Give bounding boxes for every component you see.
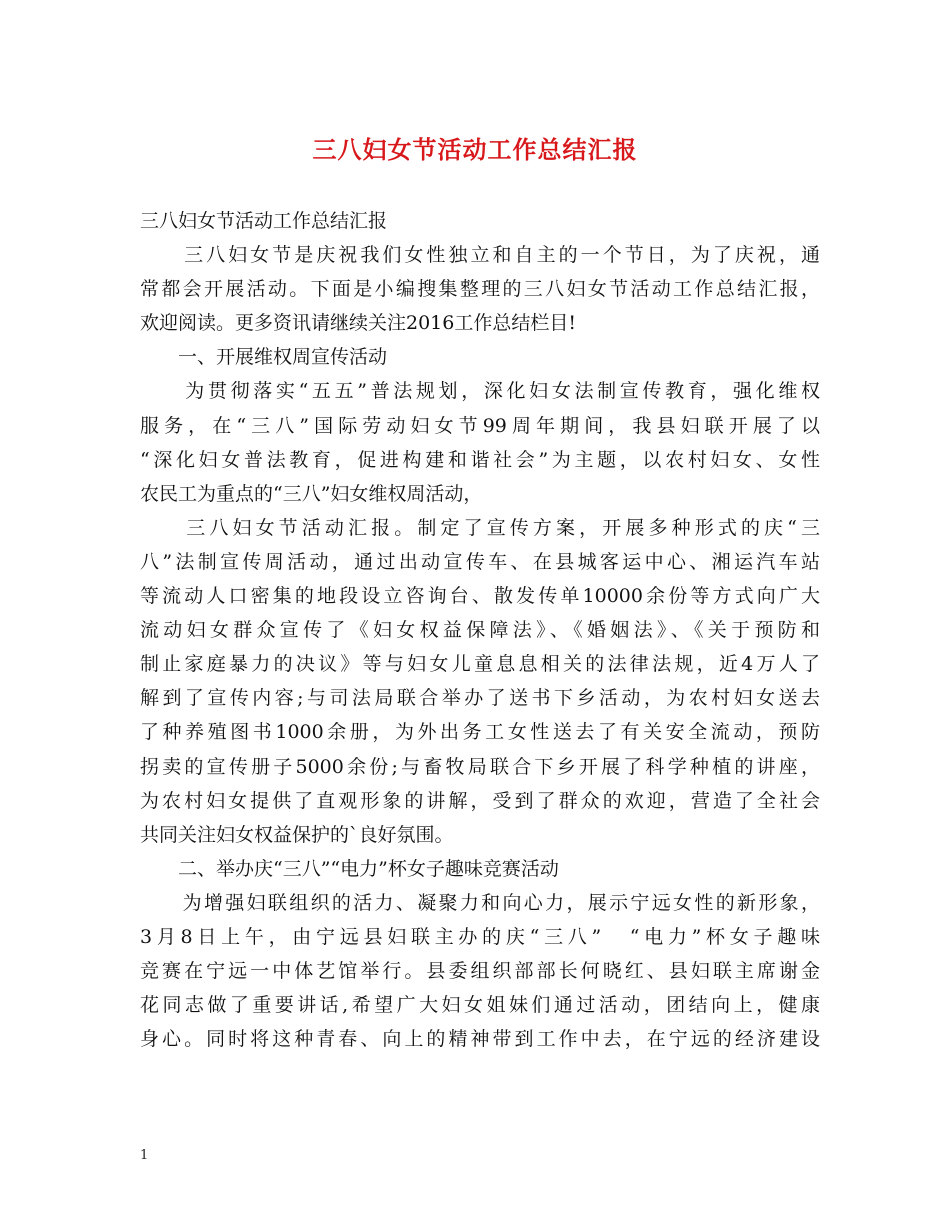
text-line: 三八妇女节是庆祝我们女性独立和自主的一个节日，为了庆祝，通 (140, 244, 820, 267)
text-line: 为贯彻落实“五五”普法规划，深化妇女法制宣传教育，强化维权 (140, 380, 820, 403)
text-line: 等流动人口密集的地段设立咨询台、散发传单10000余份等方式向广大 (140, 585, 820, 608)
text-line: 服务，在“三八”国际劳动妇女节99周年期间，我县妇联开展了以 (140, 414, 820, 437)
text-line: 制止家庭暴力的决议》等与妇女儿童息息相关的法律法规，近4万人了 (140, 653, 820, 676)
text-line: 三八妇女节活动汇报。制定了宣传方案，开展多种形式的庆“三 (140, 516, 820, 539)
document-title: 三八妇女节活动工作总结汇报 (312, 135, 638, 164)
text-line: 身心。同时将这种青春、向上的精神带到工作中去，在宁远的经济建设 (140, 1028, 820, 1051)
text-line: 农民工为重点的“三八”妇女维权周活动， (140, 482, 483, 505)
text-line: 了种养殖图书1000余册，为外出务工女性送去了有关安全流动，预防 (140, 721, 820, 744)
text-line: 一、开展维权周宣传活动 (140, 346, 388, 369)
page-number: 1 (140, 1148, 149, 1163)
text-line: 解到了宣传内容;与司法局联合举办了送书下乡活动，为农村妇女送去 (140, 687, 820, 710)
text-line: “深化妇女普法教育，促进构建和谐社会”为主题，以农村妇女、女性 (140, 448, 820, 471)
text-line: 三八妇女节活动工作总结汇报 (140, 210, 388, 232)
document-body (140, 204, 820, 1056)
text-line: 拐卖的宣传册子5000余份;与畜牧局联合下乡开展了科学种植的讲座， (140, 755, 820, 778)
text-line: 为农村妇女提供了直观形象的讲解，受到了群众的欢迎，营造了全社会 (140, 789, 820, 812)
text-line: 二、举办庆“三八”“电力”杯女子趣味竞赛活动 (140, 857, 559, 880)
text-line: 流动妇女群众宣传了《妇女权益保障法》、《婚姻法》、《关于预防和 (140, 619, 820, 642)
text-line: 共同关注妇女权益保护的`良好氛围。 (140, 823, 454, 846)
text-line: 欢迎阅读。更多资讯请继续关注2016工作总结栏目! (140, 312, 576, 335)
text-line: 八”法制宣传周活动，通过出动宣传车、在县城客运中心、湘运汽车站 (140, 550, 820, 573)
text-line: 为增强妇联组织的活力、凝聚力和向心力，展示宁远女性的新形象， (140, 891, 820, 914)
text-line: 竞赛在宁远一中体艺馆举行。县委组织部部长何晓红、县妇联主席谢金 (140, 960, 820, 983)
text-line: 花同志做了重要讲话,希望广大妇女姐妹们通过活动，团结向上，健康 (140, 994, 820, 1017)
text-line: 3月8日上午，由宁远县妇联主办的庆“三八” “电力”杯女子趣味 (140, 925, 820, 948)
text-line: 常都会开展活动。下面是小编搜集整理的三八妇女节活动工作总结汇报， (140, 278, 820, 301)
